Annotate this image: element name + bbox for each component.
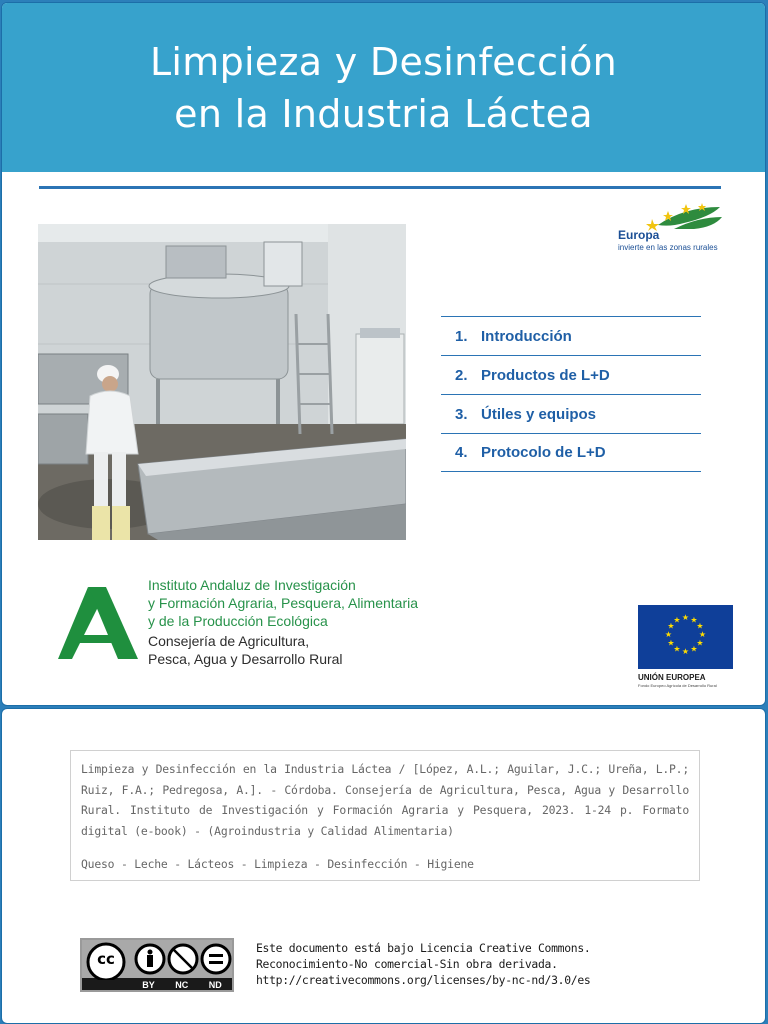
license-statement (256, 940, 676, 988)
license-line-1: Este documento está bajo Licencia Creative Commons. (256, 941, 591, 955)
cc-by-label: BY (142, 980, 155, 990)
toc-number: 1. (455, 327, 468, 345)
europa-stars-icon (614, 201, 724, 231)
title-line-2: en la Industria Láctea (174, 91, 593, 136)
toc-item-utiles[interactable] (441, 394, 701, 433)
institute-name-2: y Formación Agraria, Pesquera, Alimentaria (148, 595, 419, 611)
toc-item-introduccion[interactable] (441, 316, 701, 355)
toc-number: 2. (455, 366, 468, 384)
svg-text:★: ★ (698, 630, 707, 639)
svg-text:★: ★ (673, 615, 681, 625)
toc-label: Útiles y equipos (481, 405, 597, 423)
title-divider (39, 186, 721, 189)
junta-andalucia-logo-icon (58, 587, 138, 663)
table-of-contents (441, 316, 701, 472)
title-band (2, 3, 765, 172)
cc-mark: cc (97, 950, 115, 968)
eu-label: UNIÓN EUROPEA (638, 673, 706, 682)
toc-number: 4. (455, 444, 468, 461)
svg-text:★: ★ (664, 630, 673, 639)
institute-name-1: Instituto Andaluz de Investigación (148, 577, 356, 593)
dairy-plant-illustration (38, 224, 406, 540)
reference-box (70, 750, 700, 881)
cc-nc-label: NC (175, 980, 189, 990)
toc-label: Productos de L+D (481, 366, 610, 384)
svg-text:★: ★ (690, 644, 698, 654)
dairy-plant-photo (38, 224, 406, 540)
consejeria-name-2: Pesca, Agua y Desarrollo Rural (148, 651, 343, 667)
svg-text:★: ★ (690, 615, 698, 625)
toc-item-productos[interactable] (441, 355, 701, 394)
title-line-1: Limpieza y Desinfección (149, 39, 618, 84)
cc-nd-label: ND (208, 980, 222, 990)
eu-flag-icon (638, 605, 733, 669)
toc-item-protocolo[interactable] (441, 433, 701, 472)
svg-text:★: ★ (673, 644, 681, 654)
institute-block (148, 576, 468, 668)
cc-labels (132, 978, 232, 992)
toc-number: 3. (455, 405, 468, 423)
europa-tagline: invierte en las zonas rurales (618, 243, 718, 252)
svg-text:★: ★ (681, 647, 690, 656)
creative-commons-badge[interactable] (80, 938, 234, 992)
toc-label: Introducción (481, 327, 572, 345)
bibliographic-reference: Limpieza y Desinfección en la Industria Láctea / [López, A.L.; Aguilar, J.C.; Ureña, L.P.; Ruiz, F.A.; Pedregosa, A.]. - Córdoba. Consejería de Agricultura, Pesca, Agua y Desarrollo Rural. Instituto de Investigación y Formación Agraria y Pesquera, 2023. 1-24 p. Formato digital (e-book) - (Agroindustria y Calidad Alimentaria) (81, 762, 689, 838)
svg-text:★: ★ (667, 621, 675, 631)
svg-text:★: ★ (681, 613, 690, 622)
consejeria-name-1: Consejería de Agricultura, (148, 633, 310, 649)
credits-card (1, 708, 766, 1024)
institute-name-3: y de la Producción Ecológica (148, 613, 328, 629)
eu-sublabel: Fondo Europeo Agrícola de Desarrollo Rural (638, 683, 717, 688)
eu-stars-icon (638, 605, 733, 669)
toc-label: Protocolo de L+D (481, 444, 606, 461)
license-url[interactable]: http://creativecommons.org/licenses/by-nc-nd/3.0/es (256, 973, 591, 987)
svg-text:★: ★ (696, 638, 704, 648)
svg-text:★: ★ (696, 621, 704, 631)
keywords: Queso - Leche - Lácteos - Limpieza - Desinfección - Higiene (81, 857, 474, 871)
svg-text:★: ★ (667, 638, 675, 648)
europa-rural-logo (614, 201, 724, 261)
cover-card (1, 2, 766, 706)
license-line-2: Reconocimiento-No comercial-Sin obra derivada. (256, 957, 558, 971)
europa-word: Europa (618, 228, 660, 242)
